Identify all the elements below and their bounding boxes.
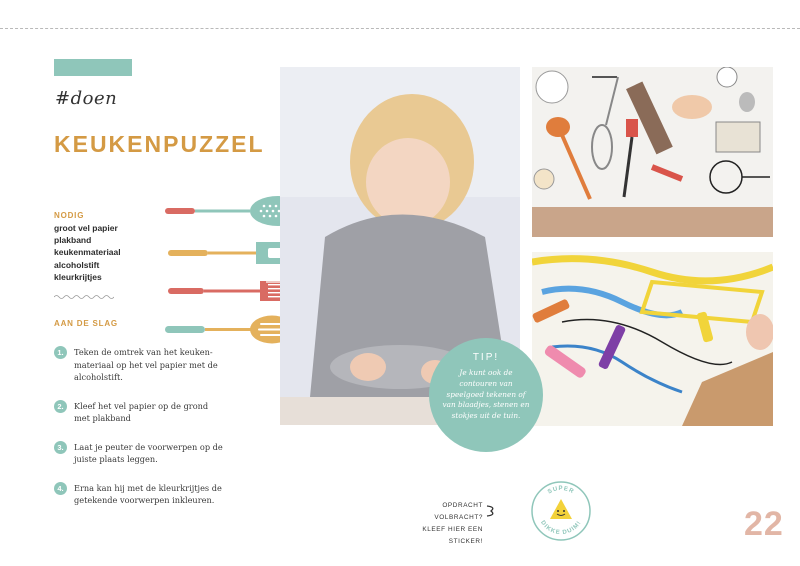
page-title: KEUKENPUZZEL — [54, 131, 265, 157]
step-item — [54, 441, 224, 466]
step-number: 2. — [54, 400, 67, 413]
step-text: Kleef het vel papier op de grond met plakband — [74, 400, 209, 423]
steps-label: AAN DE SLAG — [54, 319, 118, 328]
top-dotted-rule — [0, 28, 800, 29]
arrow-icon — [484, 503, 498, 519]
step-item — [54, 400, 224, 425]
step-text: Teken de omtrek van het keuken-materiaal op het vel papier met de alcoholstift. — [74, 347, 218, 382]
sticker-prompt — [395, 500, 483, 548]
sticker-prompt-line1: OPDRACHT VOLBRACHT? — [434, 502, 483, 521]
sticker-top-text: SUPER — [546, 486, 576, 496]
wavy-divider — [54, 294, 114, 300]
page-number: 22 — [744, 505, 784, 543]
steps-list — [54, 346, 224, 523]
needs-item: keukenmateriaal — [54, 247, 121, 258]
step-number: 1. — [54, 346, 67, 359]
needs-label: NODIG — [54, 211, 85, 220]
sticker-bottom-text: DIKKE DUIM! — [539, 519, 583, 537]
sticker-badge[interactable] — [530, 480, 592, 542]
needs-item: groot vel papier — [54, 223, 118, 233]
accent-bar — [54, 59, 132, 76]
hashtag: #doen — [55, 88, 118, 109]
needs-item: kleurkrijtjes — [54, 271, 102, 282]
tip-title: TIP! — [472, 352, 500, 363]
tip-bubble — [429, 338, 543, 452]
step-text: Erna kan hij met de kleurkrijtjes de getekende voorwerpen inkleuren. — [74, 482, 222, 505]
needs-item: plakband — [54, 235, 92, 246]
needs-item: alcoholstift — [54, 259, 100, 270]
sticker-prompt-line2: KLEEF HIER EEN STICKER! — [422, 526, 483, 545]
needs-list — [54, 222, 121, 283]
tip-text: Je kunt ook de contouren van speelgoed tekenen of van blaadjes, stenen en stokjes uit de tuin. — [442, 368, 530, 421]
step-text: Laat je peuter de voorwerpen op de juiste plaats leggen. — [74, 441, 223, 464]
step-number: 4. — [54, 482, 67, 495]
step-number: 3. — [54, 441, 67, 454]
crayon-drawing-photo — [532, 252, 773, 426]
kitchen-utensils-photo — [532, 67, 773, 237]
spatula-icon — [168, 242, 295, 264]
fork-icon — [168, 281, 286, 301]
step-item — [54, 346, 224, 384]
slotted-spoon-icon — [165, 316, 294, 344]
step-item — [54, 482, 224, 507]
